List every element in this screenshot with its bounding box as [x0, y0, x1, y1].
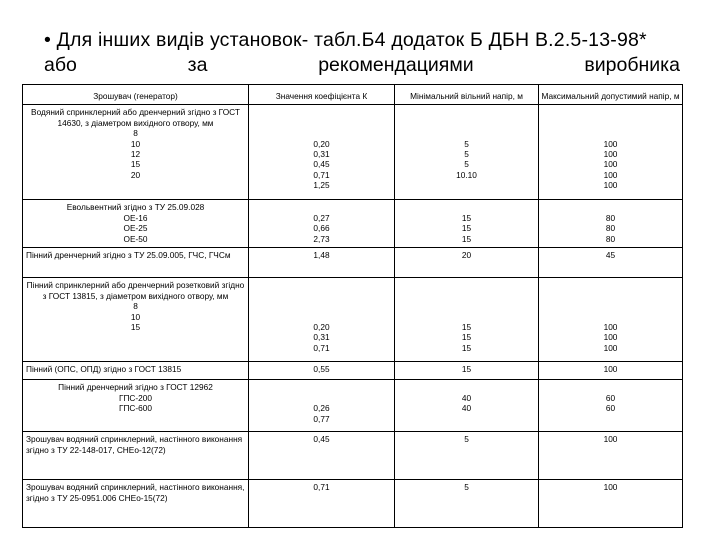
table-row — [23, 248, 683, 278]
table-row — [23, 278, 683, 362]
page-heading — [44, 28, 680, 78]
min-pressure: 5 — [395, 480, 539, 528]
max-pressure: 100 100 100 — [539, 278, 683, 362]
heading-line-2 — [44, 53, 680, 78]
max-pressure: 80 80 80 — [539, 200, 683, 248]
k-value: 0,71 — [249, 480, 395, 528]
min-pressure: 15 15 15 — [395, 278, 539, 362]
k-value: 0,55 — [249, 362, 395, 380]
max-pressure: 100 — [539, 480, 683, 528]
heading-word: рекомендациями — [318, 54, 474, 76]
heading-word: виробника — [584, 54, 680, 76]
min-pressure: 5 — [395, 432, 539, 480]
k-value: 0,20 0,31 0,45 0,71 1,25 — [249, 105, 395, 200]
table-row — [23, 200, 683, 248]
k-value: 0,45 — [249, 432, 395, 480]
heading-word: або — [44, 54, 77, 76]
min-pressure: 20 — [395, 248, 539, 278]
table-header-row — [23, 85, 683, 105]
sprinkler-name: Евольвентний згідно з ТУ 25.09.028 ОЕ-16 ОЕ-25 ОЕ-50 — [23, 200, 249, 248]
sprinkler-name: Пінний (ОПС, ОПД) згідно з ГОСТ 13815 — [23, 362, 249, 380]
max-pressure: 100 100 100 100 100 — [539, 105, 683, 200]
table-row — [23, 380, 683, 432]
min-pressure: 15 15 15 — [395, 200, 539, 248]
sprinkler-name: Пінний дренчерний згідно з ТУ 25.09.005, ГЧС, ГЧСм — [23, 248, 249, 278]
min-pressure: 40 40 — [395, 380, 539, 432]
header-k-coefficient: Значення коефіцієнта К — [249, 85, 395, 105]
min-pressure: 5 5 5 10.10 — [395, 105, 539, 200]
heading-line-1: • Для інших видів установок- табл.Б4 додаток Б ДБН В.2.5-13-98* — [44, 29, 647, 51]
sprinkler-name: Зрошувач водяний спринклерний, настінного виконання, згідно з ТУ 25-0951.006 СНЕо-15(72) — [23, 480, 249, 528]
min-pressure: 15 — [395, 362, 539, 380]
k-value: 0,27 0,66 2,73 — [249, 200, 395, 248]
k-value: 0,20 0,31 0,71 — [249, 278, 395, 362]
sprinkler-table — [22, 84, 683, 528]
header-min-pressure: Мінімальний вільний напір, м — [395, 85, 539, 105]
sprinkler-name: Пінний спринклерний або дренчерний розетковий згідно з ГОСТ 13815, з діаметром вихідного отвору, мм 8 10 15 — [23, 278, 249, 362]
table-row — [23, 362, 683, 380]
header-sprinkler: Зрошувач (генератор) — [23, 85, 249, 105]
sprinkler-name: Водяний спринклерний або дренчерний згідно з ГОСТ 14630, з діаметром вихідного отвору, мм 8 10 12 15 20 — [23, 105, 249, 200]
table-row — [23, 480, 683, 528]
max-pressure: 100 — [539, 362, 683, 380]
heading-word: за — [187, 54, 208, 76]
max-pressure: 45 — [539, 248, 683, 278]
k-value: 0,26 0,77 — [249, 380, 395, 432]
sprinkler-name: Пінний дренчерний згідно з ГОСТ 12962 ГПС-200 ГПС-600 — [23, 380, 249, 432]
k-value: 1,48 — [249, 248, 395, 278]
max-pressure: 60 60 — [539, 380, 683, 432]
max-pressure: 100 — [539, 432, 683, 480]
table-row — [23, 432, 683, 480]
table-row — [23, 105, 683, 200]
sprinkler-name: Зрошувач водяний спринклерний, настінного виконання згідно з ТУ 22-148-017, СНЕо-12(72) — [23, 432, 249, 480]
header-max-pressure: Максимальний допустимий напір, м — [539, 85, 683, 105]
